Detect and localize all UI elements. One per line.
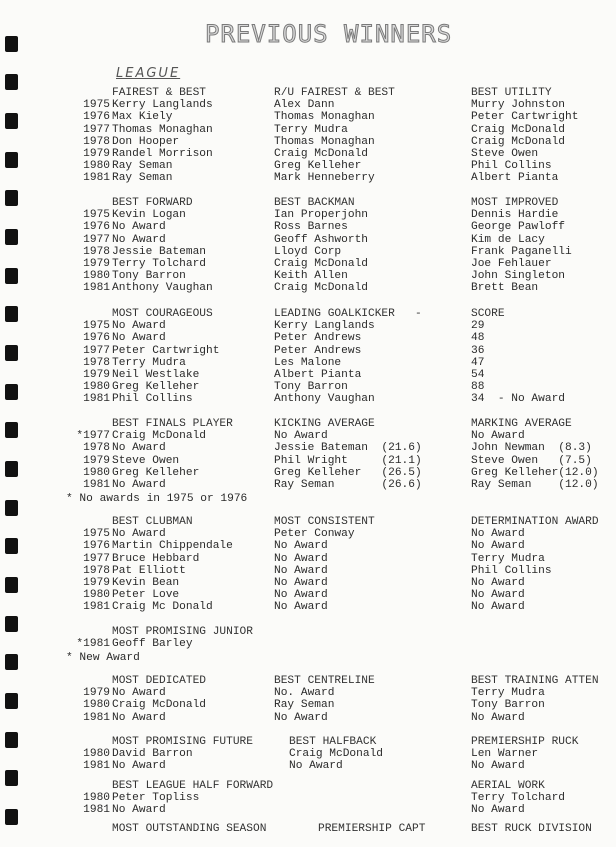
award-winner: Peter Cartwright [112, 344, 220, 357]
award-winner: Peter Cartwright [471, 111, 579, 124]
year-label: 1981 [83, 804, 110, 817]
award-winner: 47 [471, 356, 485, 369]
award-winner: Greg Kelleher [274, 160, 362, 173]
award-winner: No Award [471, 430, 525, 443]
award-winner: John Singleton [471, 270, 565, 283]
award-winner: Thomas Monaghan [274, 111, 375, 124]
year-label: 1979 [83, 577, 110, 589]
award-winner: Martin Chippendale [112, 540, 233, 553]
award-winner: Len Warner [471, 748, 539, 761]
award-winner: Peter Love [112, 589, 180, 602]
spiral-binding [0, 0, 22, 847]
award-winner: No Award [112, 804, 166, 817]
award-winner: David Barron [112, 748, 193, 761]
year-label: 1981 [83, 479, 110, 491]
award-winner: Terry Mudra [274, 123, 348, 136]
award-winner: Peter Andrews [274, 344, 362, 357]
award-winner: Craig McDonald [274, 258, 368, 270]
award-header: SCORE [471, 308, 505, 320]
award-header: MOST CONSISTENT [274, 516, 375, 528]
award-winner: No Award [274, 564, 328, 577]
award-winner: Craig Mc Donald [112, 601, 213, 614]
award-winner: Keith Allen [274, 270, 348, 283]
footnote: * No awards in 1975 or 1976 [66, 493, 248, 506]
year-label: 1975 [83, 320, 110, 333]
award-winner: Dennis Hardie [471, 209, 559, 222]
award-winner: Jessie Bateman [112, 245, 206, 258]
award-winner: Peter Andrews [274, 332, 362, 345]
award-header: BEST LEAGUE HALF FORWARD [112, 780, 274, 792]
award-winner: Ray Seman [274, 699, 335, 712]
year-label: 1976 [83, 111, 110, 124]
award-winner: Thomas Monaghan [112, 123, 213, 136]
award-winner: Jessie Bateman (21.6) [274, 442, 422, 455]
award-winner: Peter Topliss [112, 792, 200, 805]
award-winner: Max Kiely [112, 111, 173, 124]
award-winner: Craig McDonald [112, 430, 206, 443]
award-header: BEST TRAINING ATTEN [471, 675, 599, 687]
award-winner: Craig McDonald [289, 748, 383, 761]
award-winner: Anthony Vaughan [112, 282, 213, 295]
award-winner: 54 [471, 369, 485, 381]
year-label: 1977 [83, 552, 110, 565]
year-label: 1976 [83, 332, 110, 345]
year-label: 1981 [83, 393, 110, 406]
award-winner: Kevin Logan [112, 209, 186, 222]
award-winner: Phil Collins [471, 564, 552, 577]
award-winner: Greg Kelleher (26.5) [274, 466, 422, 479]
year-label: 1979 [83, 148, 110, 160]
award-winner: No Award [112, 687, 166, 700]
award-winner: No Award [112, 760, 166, 773]
award-winner: Anthony Vaughan [274, 393, 375, 406]
award-header: BEST CLUBMAN [112, 516, 193, 528]
award-winner: Terry Mudra [112, 356, 186, 369]
award-header: BEST HALFBACK [289, 736, 377, 748]
award-winner: No Award [471, 601, 525, 614]
award-header: MOST PROMISING JUNIOR [112, 626, 253, 638]
award-winner: Murry Johnston [471, 99, 565, 112]
year-label: 1980 [83, 270, 110, 283]
award-winner: Kerry Langlands [274, 320, 375, 333]
award-winner: Greg Kelleher [112, 381, 200, 394]
award-winner: No Award [112, 711, 166, 724]
award-winner: Kim de Lacy [471, 233, 545, 246]
award-winner: Terry Mudra [471, 687, 545, 700]
award-header: DETERMINATION AWARD [471, 516, 599, 528]
year-label: 1975 [83, 209, 110, 222]
year-label: 1976 [83, 221, 110, 234]
award-winner: Frank Paganelli [471, 245, 572, 258]
award-header: R/U FAIREST & BEST [274, 87, 395, 99]
award-winner: Pat Elliott [112, 564, 186, 577]
award-winner: Lloyd Corp [274, 245, 342, 258]
award-winner: George Pawloff [471, 221, 565, 234]
award-winner: Greg Kelleher [112, 466, 200, 479]
award-winner: Peter Conway [274, 528, 355, 541]
award-winner: Mark Henneberry [274, 172, 375, 185]
award-winner: Craig McDonald [274, 148, 368, 160]
award-winner: Brett Bean [471, 282, 539, 295]
award-winner: Joe Fehlauer [471, 258, 552, 270]
award-winner: No Award [274, 552, 328, 565]
footnote: * New Award [66, 652, 140, 665]
award-winner: No Award [471, 711, 525, 724]
award-header: MOST DEDICATED [112, 675, 206, 687]
year-label: 1975 [83, 528, 110, 541]
award-winner: 29 [471, 320, 485, 333]
year-label: 1980 [83, 589, 110, 602]
award-winner: Craig McDonald [471, 123, 565, 136]
award-winner: No Award [274, 430, 328, 443]
award-winner: No Award [112, 320, 166, 333]
award-winner: Craig McDonald [274, 282, 368, 295]
year-label: 1978 [83, 245, 110, 258]
award-winner: No Award [274, 577, 328, 589]
year-label: 1977 [83, 344, 110, 357]
award-winner: Phil Collins [471, 160, 552, 173]
award-winner: Thomas Monaghan [274, 135, 375, 148]
award-winner: Albert Pianta [274, 369, 362, 381]
award-winner: No Award [471, 540, 525, 553]
award-winner: Kevin Bean [112, 577, 180, 589]
award-winner: Terry Tolchard [112, 258, 206, 270]
award-winner: Alex Dann [274, 99, 335, 112]
year-label: 1978 [83, 442, 110, 455]
year-label: *1981 [76, 638, 110, 651]
award-winner: Terry Tolchard [471, 792, 565, 805]
year-label: 1980 [83, 381, 110, 394]
award-winner: No Award [289, 760, 343, 773]
award-winner: Steve Owen (7.5) [471, 454, 592, 467]
award-header: PREMIERSHIP CAPT [318, 823, 426, 835]
award-winner: Randel Morrison [112, 148, 213, 160]
section-heading: LEAGUE [116, 66, 181, 81]
award-winner: No Award [112, 332, 166, 345]
award-header: BEST CENTRELINE [274, 675, 375, 687]
award-header: PREMIERSHIP RUCK [471, 736, 579, 748]
award-winner: No Award [112, 479, 166, 491]
award-winner: Ross Barnes [274, 221, 348, 234]
award-winner: Les Malone [274, 356, 342, 369]
year-label: 1981 [83, 282, 110, 295]
award-winner: 34 - No Award [471, 393, 565, 406]
award-header: MOST IMPROVED [471, 197, 559, 209]
year-label: 1980 [83, 160, 110, 173]
award-winner: Tony Barron [112, 270, 186, 283]
award-header: MARKING AVERAGE [471, 418, 572, 430]
year-label: 1978 [83, 135, 110, 148]
award-winner: No. Award [274, 687, 335, 700]
year-label: 1978 [83, 356, 110, 369]
award-winner: No Award [471, 589, 525, 602]
award-winner: No Award [112, 233, 166, 246]
award-header: LEADING GOALKICKER - [274, 308, 422, 320]
award-winner: 88 [471, 381, 485, 394]
award-winner: Don Hooper [112, 135, 180, 148]
year-label: 1979 [83, 258, 110, 270]
year-label: 1975 [83, 99, 110, 112]
award-winner: Geoff Barley [112, 638, 193, 651]
award-winner: No Award [471, 760, 525, 773]
award-winner: No Award [471, 577, 525, 589]
award-winner: No Award [112, 528, 166, 541]
award-winner: Steve Owen [471, 148, 539, 160]
award-winner: Phil Wright (21.1) [274, 454, 422, 467]
award-winner: Ian Properjohn [274, 209, 368, 222]
award-winner: No Award [112, 221, 166, 234]
year-label: 1981 [83, 172, 110, 185]
award-winner: Phil Collins [112, 393, 193, 406]
year-label: 1981 [83, 601, 110, 614]
year-label: 1981 [83, 760, 110, 773]
award-header: MOST OUTSTANDING SEASON [112, 823, 267, 835]
award-winner: Craig McDonald [112, 699, 206, 712]
year-label: *1977 [76, 430, 110, 443]
award-header: MOST PROMISING FUTURE [112, 736, 253, 748]
award-header: BEST RUCK DIVISION [471, 823, 592, 835]
award-header: BEST BACKMAN [274, 197, 355, 209]
award-winner: John Newman (8.3) [471, 442, 592, 455]
year-label: 1980 [83, 699, 110, 712]
award-header: BEST UTILITY [471, 87, 552, 99]
year-label: 1980 [83, 792, 110, 805]
award-winner: No Award [471, 528, 525, 541]
award-winner: No Award [274, 711, 328, 724]
year-label: 1976 [83, 540, 110, 553]
page-title: PREVIOUS WINNERS [205, 20, 453, 48]
year-label: 1979 [83, 454, 110, 467]
award-header: AERIAL WORK [471, 780, 545, 792]
award-winner: Neil Westlake [112, 369, 200, 381]
award-winner: 36 [471, 344, 485, 357]
award-winner: No Award [471, 804, 525, 817]
year-label: 1977 [83, 123, 110, 136]
award-winner: Tony Barron [471, 699, 545, 712]
award-winner: Albert Pianta [471, 172, 559, 185]
award-winner: Geoff Ashworth [274, 233, 368, 246]
award-header: MOST COURAGEOUS [112, 308, 213, 320]
award-winner: Ray Seman [112, 160, 173, 173]
award-winner: No Award [274, 540, 328, 553]
award-header: KICKING AVERAGE [274, 418, 375, 430]
year-label: 1978 [83, 564, 110, 577]
year-label: 1977 [83, 233, 110, 246]
award-winner: Tony Barron [274, 381, 348, 394]
award-winner: Kerry Langlands [112, 99, 213, 112]
award-header: FAIREST & BEST [112, 87, 206, 99]
award-winner: No Award [112, 442, 166, 455]
award-winner: Ray Seman [112, 172, 173, 185]
award-winner: Bruce Hebbard [112, 552, 200, 565]
award-winner: Steve Owen [112, 454, 180, 467]
award-winner: Greg Kelleher(12.0) [471, 466, 599, 479]
award-header: BEST FINALS PLAYER [112, 418, 233, 430]
award-winner: Ray Seman (26.6) [274, 479, 422, 491]
award-winner: No Award [274, 601, 328, 614]
award-header: BEST FORWARD [112, 197, 193, 209]
year-label: 1979 [83, 369, 110, 381]
award-winner: Terry Mudra [471, 552, 545, 565]
year-label: 1979 [83, 687, 110, 700]
year-label: 1981 [83, 711, 110, 724]
award-winner: No Award [274, 589, 328, 602]
award-winner: Ray Seman (12.0) [471, 479, 599, 491]
award-winner: Craig McDonald [471, 135, 565, 148]
year-label: 1980 [83, 466, 110, 479]
award-winner: 48 [471, 332, 485, 345]
year-label: 1980 [83, 748, 110, 761]
